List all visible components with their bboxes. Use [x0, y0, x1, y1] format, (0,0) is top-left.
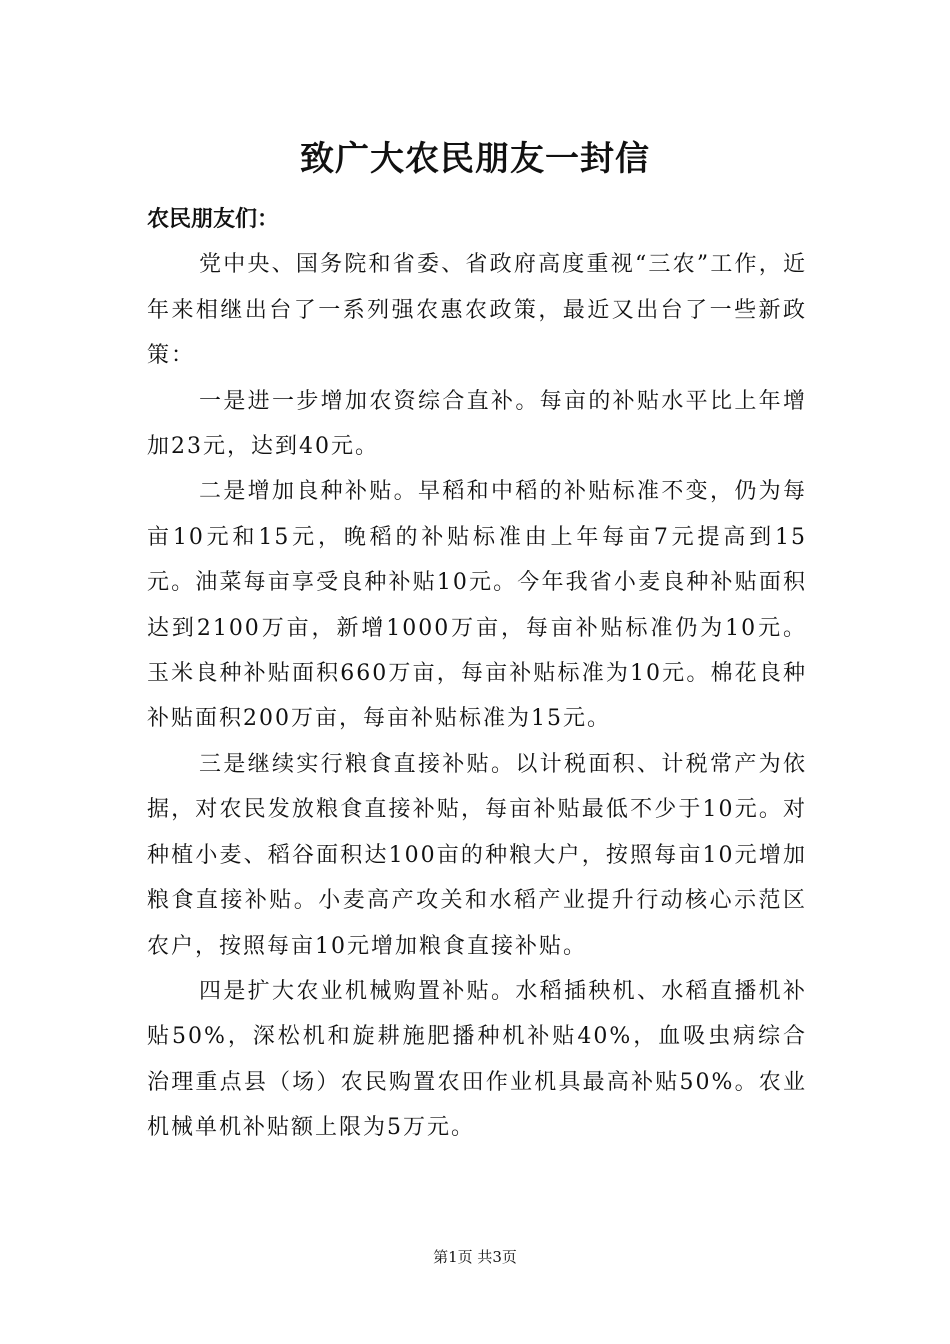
paragraph-item-3: 三是继续实行粮食直接补贴。以计税面积、计税常产为依据，对农民发放粮食直接补贴，每亩补贴最低不少于10元。对种植小麦、稻谷面积达100亩的种粮大户，按照每亩10元增加粮食直接补贴。小麦高产攻关和水稻产业提升行动核心示范区农户，按照每亩10元增加粮食直接补贴。 — [147, 751, 807, 959]
page-number-footer: 第1页 共3页 — [433, 1248, 517, 1266]
salutation: 农民朋友们： — [147, 207, 280, 232]
paragraph-item-4: 四是扩大农业机械购置补贴。水稻插秧机、水稻直播机补贴50%，深松机和旋耕施肥播种机补贴40%，血吸虫病综合治理重点县（场）农民购置农田作业机具最高补贴50%。农业机械单机补贴额上限为5万元。 — [147, 978, 807, 1141]
paragraph-intro: 党中央、国务院和省委、省政府高度重视“三农”工作，近年来相继出台了一系列强农惠农政策，最近又出台了一些新政策： — [147, 252, 807, 369]
paragraph-item-1: 一是进一步增加农资综合直补。每亩的补贴水平比上年增加23元，达到40元。 — [147, 388, 807, 460]
paragraph-item-2: 二是增加良种补贴。早稻和中稻的补贴标准不变，仍为每亩10元和15元，晚稻的补贴标准由上年每亩7元提高到15元。油菜每亩享受良种补贴10元。今年我省小麦良种补贴面积达到2100万亩，新增1000万亩，每亩补贴标准仍为10元。玉米良种补贴面积660万亩，每亩补贴标准为10元。棉花良种补贴面积200万亩，每亩补贴标准为15元。 — [147, 479, 807, 732]
document-title: 致广大农民朋友一封信 — [300, 139, 650, 179]
letter-body — [147, 197, 807, 1151]
